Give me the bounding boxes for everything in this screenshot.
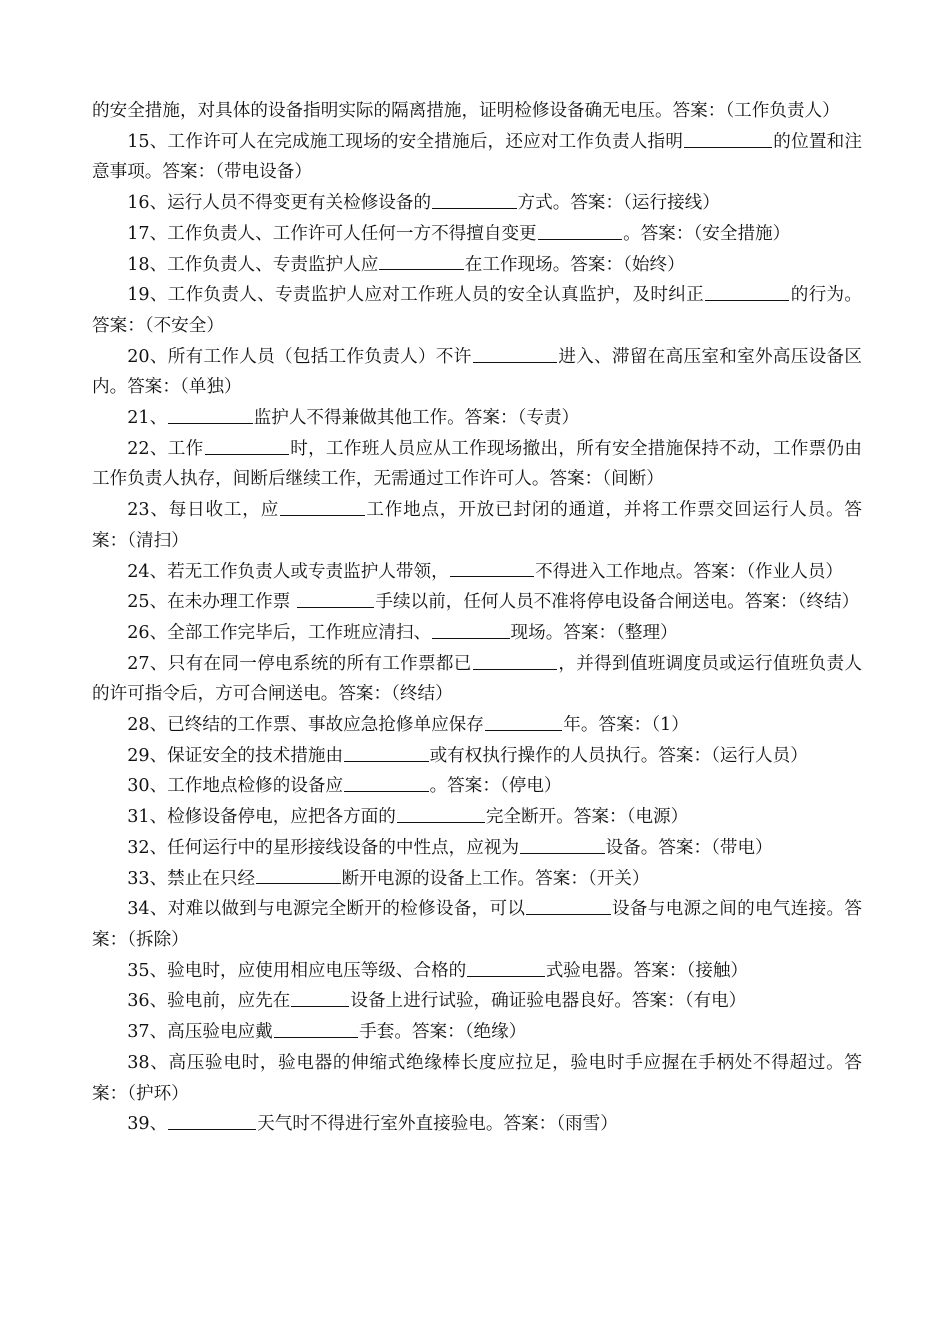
- question-28: [92, 710, 862, 741]
- answer-blank: [485, 712, 562, 731]
- answer-blank: [450, 559, 534, 578]
- question-16: [92, 188, 862, 219]
- answer-blank: [397, 804, 485, 823]
- text: 断开电源的设备上工作。答案：（开关）: [341, 868, 650, 889]
- answer-blank: [432, 620, 509, 639]
- text: 16、运行人员不得变更有关检修设备的: [127, 193, 432, 214]
- text: 设备。答案：（带电）: [605, 837, 773, 858]
- text: 不得进入工作地点。答案：（作业人员）: [535, 561, 844, 582]
- text: 的位置和注意事项。答案：（带电设备）: [92, 131, 862, 183]
- answer-blank: [473, 651, 557, 670]
- question-17: [92, 219, 862, 250]
- text: 24、若无工作负责人或专责监护人带领，: [127, 561, 449, 582]
- text: 29、保证安全的技术措施由: [127, 745, 344, 766]
- text: 28、已终结的工作票、事故应急抢修单应保存: [127, 715, 484, 736]
- text: 式验电器。答案：（接触）: [545, 960, 749, 981]
- text: 设备与电源之间的电气连接。答案：（拆除）: [92, 899, 862, 950]
- text: 方式。答案：（运行接线）: [517, 193, 720, 214]
- question-25: [92, 587, 862, 618]
- question-32: [92, 833, 862, 864]
- text: 18、工作负责人、专责监护人应: [127, 254, 379, 275]
- document-page: [92, 96, 862, 1140]
- text: 38、高压验电时，验电器的伸缩式绝缘棒长度应拉足，验电时手应握在手柄处不得超过。答案：（护环）: [92, 1052, 862, 1104]
- text: 30、工作地点检修的设备应: [127, 776, 344, 797]
- text: 时，工作班人员应从工作现场撤出，所有安全措施保持不动，工作票仍由工作负责人执存，间断后继续工作，无需通过工作许可人。答案：（间断）: [92, 438, 862, 490]
- answer-blank: [168, 1111, 256, 1130]
- text: 年。答案：（1）: [563, 715, 689, 736]
- question-20: [92, 342, 862, 403]
- question-21: [92, 403, 862, 434]
- text: 工作地点，开放已封闭的通道，并将工作票交回运行人员。答案：（清扫）: [92, 500, 862, 551]
- answer-blank: [473, 344, 557, 363]
- answer-blank: [256, 866, 340, 885]
- text: 。答案：（停电）: [429, 776, 562, 797]
- text: 32、任何运行中的星形接线设备的中性点，应视为: [127, 837, 520, 858]
- answer-blank: [432, 190, 516, 209]
- text: 在工作现场。答案：（始终）: [464, 254, 685, 275]
- question-33: [92, 864, 862, 895]
- text: 39、: [127, 1114, 168, 1135]
- answer-blank: [297, 590, 374, 609]
- text: 31、检修设备停电，应把各方面的: [127, 807, 396, 828]
- text: 天气时不得进行室外直接验电。答案：（雨雪）: [257, 1114, 618, 1135]
- text: 27、只有在同一停电系统的所有工作票都已: [127, 653, 472, 674]
- answer-blank: [168, 405, 252, 424]
- answer-blank: [538, 221, 622, 240]
- text: 。答案：（安全措施）: [623, 223, 791, 244]
- text: 37、高压验电应戴: [127, 1022, 273, 1043]
- question-39: [92, 1109, 862, 1140]
- text: 现场。答案：（整理）: [510, 622, 678, 643]
- text: 33、禁止在只经: [127, 868, 256, 889]
- text: 的行为。答案：（不安全）: [92, 285, 862, 336]
- answer-blank: [379, 252, 463, 271]
- question-31: [92, 802, 862, 833]
- text: ，并得到值班调度员或运行值班负责人的许可指令后，方可合闸送电。答案：（终结）: [92, 653, 862, 705]
- answer-blank: [705, 283, 789, 302]
- text: 23、每日收工，应: [127, 500, 280, 521]
- text: 15、工作许可人在完成施工现场的安全措施后，还应对工作负责人指明: [127, 131, 684, 152]
- answer-blank: [467, 958, 544, 977]
- text: 进入、滞留在高压室和室外高压设备区内。答案：（单独）: [92, 346, 862, 398]
- text: 21、: [127, 408, 168, 429]
- answer-blank: [274, 1019, 358, 1038]
- question-26: [92, 618, 862, 649]
- question-27: [92, 649, 862, 710]
- question-15: [92, 127, 862, 188]
- text: 完全断开。答案：（电源）: [485, 807, 689, 828]
- text: 设备上进行试验，确证验电器良好。答案：（有电）: [350, 991, 747, 1012]
- question-14-continuation: [92, 96, 862, 127]
- text: 25、在未办理工作票: [127, 592, 296, 613]
- question-36: [92, 986, 862, 1017]
- text: 20、所有工作人员（包括工作负责人）不许: [127, 346, 472, 367]
- question-19: [92, 280, 862, 341]
- text: 手套。答案：（绝缘）: [359, 1022, 527, 1043]
- text: 19、工作负责人、专责监护人应对工作班人员的安全认真监护，及时纠正: [127, 285, 705, 306]
- question-37: [92, 1017, 862, 1048]
- answer-blank: [520, 835, 604, 854]
- answer-blank: [280, 497, 364, 516]
- text: 36、验电前，应先在: [127, 991, 291, 1012]
- text: 35、验电时，应使用相应电压等级、合格的: [127, 960, 467, 981]
- text: 的安全措施，对具体的设备指明实际的隔离措施，证明检修设备确无电压。答案：（工作负责人）: [92, 101, 840, 121]
- text: 34、对难以做到与电源完全断开的检修设备，可以: [127, 899, 526, 920]
- question-29: [92, 741, 862, 772]
- answer-blank: [344, 743, 428, 762]
- answer-blank: [526, 897, 610, 916]
- question-34: [92, 894, 862, 955]
- text: 手续以前，任何人员不准将停电设备合闸送电。答案：（终结）: [375, 592, 860, 613]
- answer-blank: [205, 436, 289, 455]
- question-24: [92, 557, 862, 588]
- text: 17、工作负责人、工作许可人任何一方不得擅自变更: [127, 223, 537, 244]
- answer-blank: [291, 989, 349, 1008]
- question-30: [92, 771, 862, 802]
- question-18: [92, 250, 862, 281]
- text: 监护人不得兼做其他工作。答案：（专责）: [253, 408, 580, 429]
- question-35: [92, 956, 862, 987]
- text: 22、工作: [127, 438, 204, 459]
- text: 26、全部工作完毕后，工作班应清扫、: [127, 622, 432, 643]
- text: 或有权执行操作的人员执行。答案：（运行人员）: [429, 745, 808, 766]
- question-38: [92, 1048, 862, 1109]
- answer-blank: [344, 774, 428, 793]
- question-23: [92, 495, 862, 556]
- answer-blank: [684, 129, 772, 148]
- question-22: [92, 434, 862, 495]
